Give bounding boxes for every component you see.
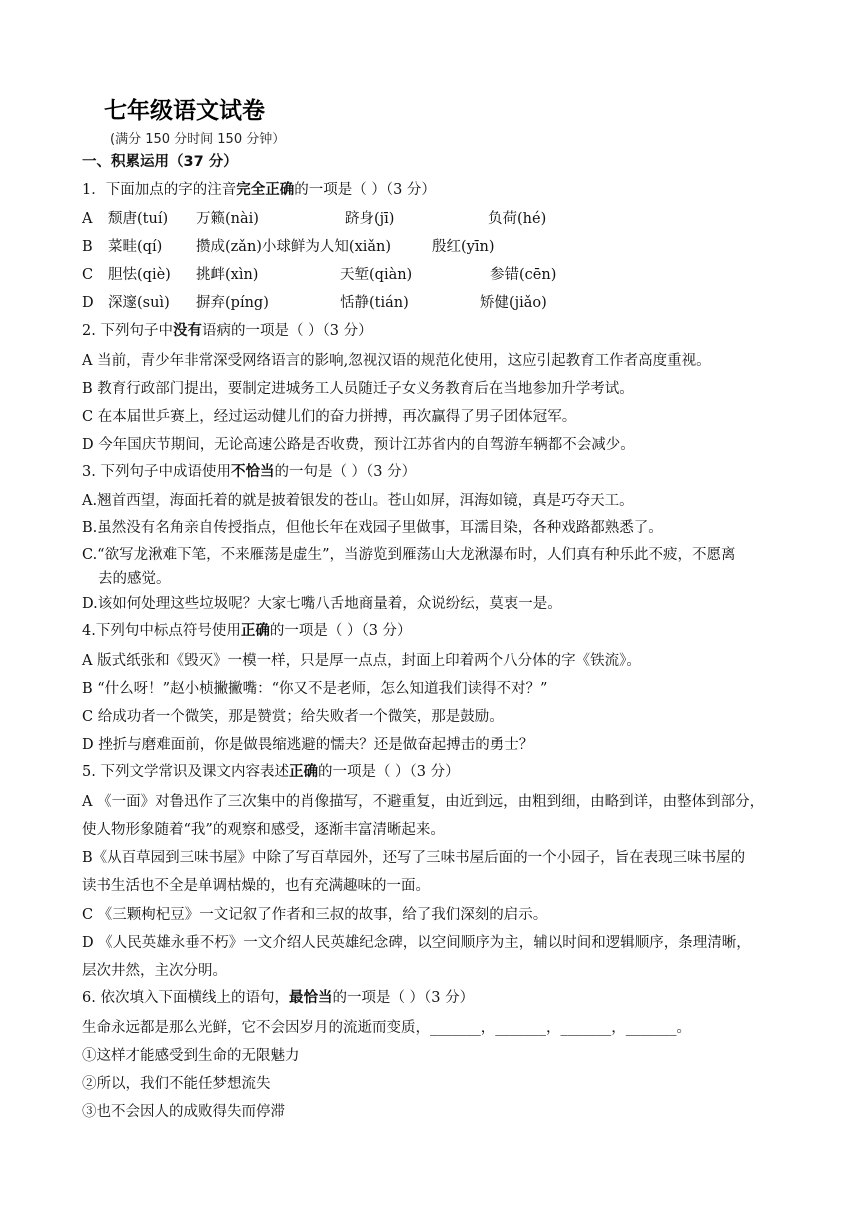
option-item: 攒成(zǎn)小球鲜为人知(xiǎn) (196, 239, 392, 255)
q5-option-d: D 《人民英雄永垂不朽》一文介绍人民英雄纪念碑，以空间顺序为主，辅以时间和逻辑顺序，条理清晰， (82, 935, 751, 951)
q4-stem-text: 4.下列句中标点符号使用 (82, 623, 241, 639)
option-letter: B (82, 239, 93, 255)
option-item: 殷红(yīn) (432, 239, 495, 255)
q5-option-a: A 《一面》对鲁迅作了三次集中的肖像描写，不避重复，由近到远，由粗到细，由略到详，由整体到部分， (82, 794, 765, 810)
q1-stem-text: 1．下面加点的字的注音 (82, 182, 237, 198)
option-item: 摒弃(píng) (196, 295, 269, 311)
q3-option-c: C.“欲写龙湫难下笔，不来雁荡是虚生”，当游览到雁荡山大龙湫瀑布时，人们真有种乐此不疲，不愿离 (82, 547, 736, 563)
q3-option-c-cont: 去的感觉。 (98, 571, 171, 587)
q6-passage: 生命永远都是那么光鲜，它不会因岁月的流逝而变质，_______，_______，_______，_______。 (82, 1020, 691, 1036)
option-item: 颓唐(tuí) (108, 211, 169, 227)
question-4-stem (82, 621, 412, 641)
option-item: 恬静(tián) (340, 295, 409, 311)
question-3-stem (82, 462, 416, 482)
option-letter: D (82, 295, 94, 311)
q2-option-b: B 教育行政部门提出，要制定进城务工人员随迁子女义务教育后在当地参加升学考试。 (82, 381, 634, 397)
option-item: 天堑(qiàn) (340, 267, 413, 283)
option-item: 跻身(jī) (345, 211, 395, 227)
exam-subtitle: (满分 150 分时间 150 分钟） (110, 132, 286, 147)
q4-option-c: C 给成功者一个微笑，那是赞赏；给失败者一个微笑，那是鼓励。 (82, 709, 504, 725)
q5-option-a-cont: 使人物形象随着“我”的观察和感受，逐渐丰富清晰起来。 (82, 822, 445, 838)
q1-stem-key: 完全正确 (236, 182, 295, 198)
option-letter: A (82, 211, 93, 227)
option-item: 胆怯(qiè) (108, 267, 171, 283)
q6-item-2: ②所以，我们不能任梦想流失 (82, 1076, 271, 1092)
q2-option-a: A 当前，青少年非常深受网络语言的影响,忽视汉语的规范化使用，这应引起教育工作者高度重视。 (82, 353, 711, 369)
q5-option-c: C 《三颗枸杞豆》一文记叙了作者和三叔的故事，给了我们深刻的启示。 (82, 907, 548, 923)
q6-item-3: ③也不会因人的成败得失而停滞 (82, 1104, 285, 1120)
q4-option-d: D 挫折与磨难面前，你是做畏缩逃避的懦夫？还是做奋起搏击的勇士？ (82, 737, 534, 753)
option-item: 负荷(hé) (488, 211, 547, 227)
q4-option-a: A 版式纸张和《毁灭》一模一样，只是厚一点点，封面上印着两个八分体的字《铁流》。 (82, 653, 641, 669)
q4-stem-text-end: 的一项是（ ）（3 分） (269, 623, 412, 639)
q6-stem-text-end: 的一项是（ ）（3 分） (332, 990, 475, 1006)
q4-stem-key: 正确 (240, 623, 270, 639)
question-5-stem (82, 762, 460, 782)
q5-option-b: B《从百草园到三味书屋》中除了写百草园外，还写了三味书屋后面的一个小园子，旨在表现三味书屋的 (82, 850, 746, 866)
q2-stem-text-end: 语病的一项是（ ）（3 分） (201, 323, 373, 339)
q6-stem-text: 6. 依次填入下面横线上的语句， (82, 990, 289, 1006)
q3-stem-key: 不恰当 (230, 464, 275, 480)
q3-stem-text: 3. 下列句子中成语使用 (82, 464, 231, 480)
option-item: 万籁(nài) (196, 211, 259, 227)
q3-option-b: B.虽然没有名角亲自传授指点，但他长年在戏园子里做事，耳濡目染，各种戏路都熟悉了。 (82, 520, 663, 536)
q2-stem-key: 没有 (172, 323, 202, 339)
q4-option-b: B “什么呀！”赵小桢撇撇嘴：“你又不是老师，怎么知道我们读得不对？” (82, 681, 548, 697)
q3-option-a: A.翘首西望，海面托着的就是披着银发的苍山。苍山如屏，洱海如镜，真是巧夺天工。 (82, 493, 634, 509)
q2-option-c: C 在本届世乒赛上，经过运动健儿们的奋力拼搏，再次赢得了男子团体冠军。 (82, 409, 577, 425)
q3-stem-text-end: 的一句是（ ）（3 分） (274, 464, 417, 480)
q1-stem-text-end: 的一项是（ ）（3 分） (294, 182, 436, 198)
q5-stem-text: 5. 下列文学常识及课文内容表述 (82, 764, 289, 780)
q6-stem-key: 最恰当 (288, 990, 333, 1006)
q2-stem-text: 2. 下列句子中 (82, 323, 173, 339)
option-item: 菜畦(qí) (108, 239, 163, 255)
q3-option-d: D.该如何处理这些垃圾呢？大家七嘴八舌地商量着，众说纷纭，莫衷一是。 (82, 596, 562, 612)
option-item: 挑衅(xìn) (196, 267, 259, 283)
option-item: 深邃(suì) (108, 295, 170, 311)
q6-item-1: ①这样才能感受到生命的无限魅力 (82, 1048, 300, 1064)
q2-option-d: D 今年国庆节期间，无论高速公路是否收费，预计江苏省内的自驾游车辆都不会减少。 (82, 437, 635, 453)
q5-stem-key: 正确 (288, 764, 318, 780)
option-item: 矫健(jiǎo) (480, 295, 547, 311)
option-letter: C (82, 267, 94, 283)
q5-option-b-cont: 读书生活也不全是单调枯燥的，也有充满趣味的一面。 (82, 878, 430, 894)
question-1-stem (82, 180, 436, 200)
question-6-stem (82, 988, 474, 1008)
section-heading: 一、积累运用（37 分） (82, 154, 238, 170)
question-2-stem (82, 321, 373, 341)
exam-title: 七年级语文试卷 (104, 98, 265, 124)
option-item: 参错(cēn) (490, 267, 557, 283)
q5-option-d-cont: 层次井然，主次分明。 (82, 963, 227, 979)
q5-stem-text-end: 的一项是（ ）（3 分） (317, 764, 460, 780)
